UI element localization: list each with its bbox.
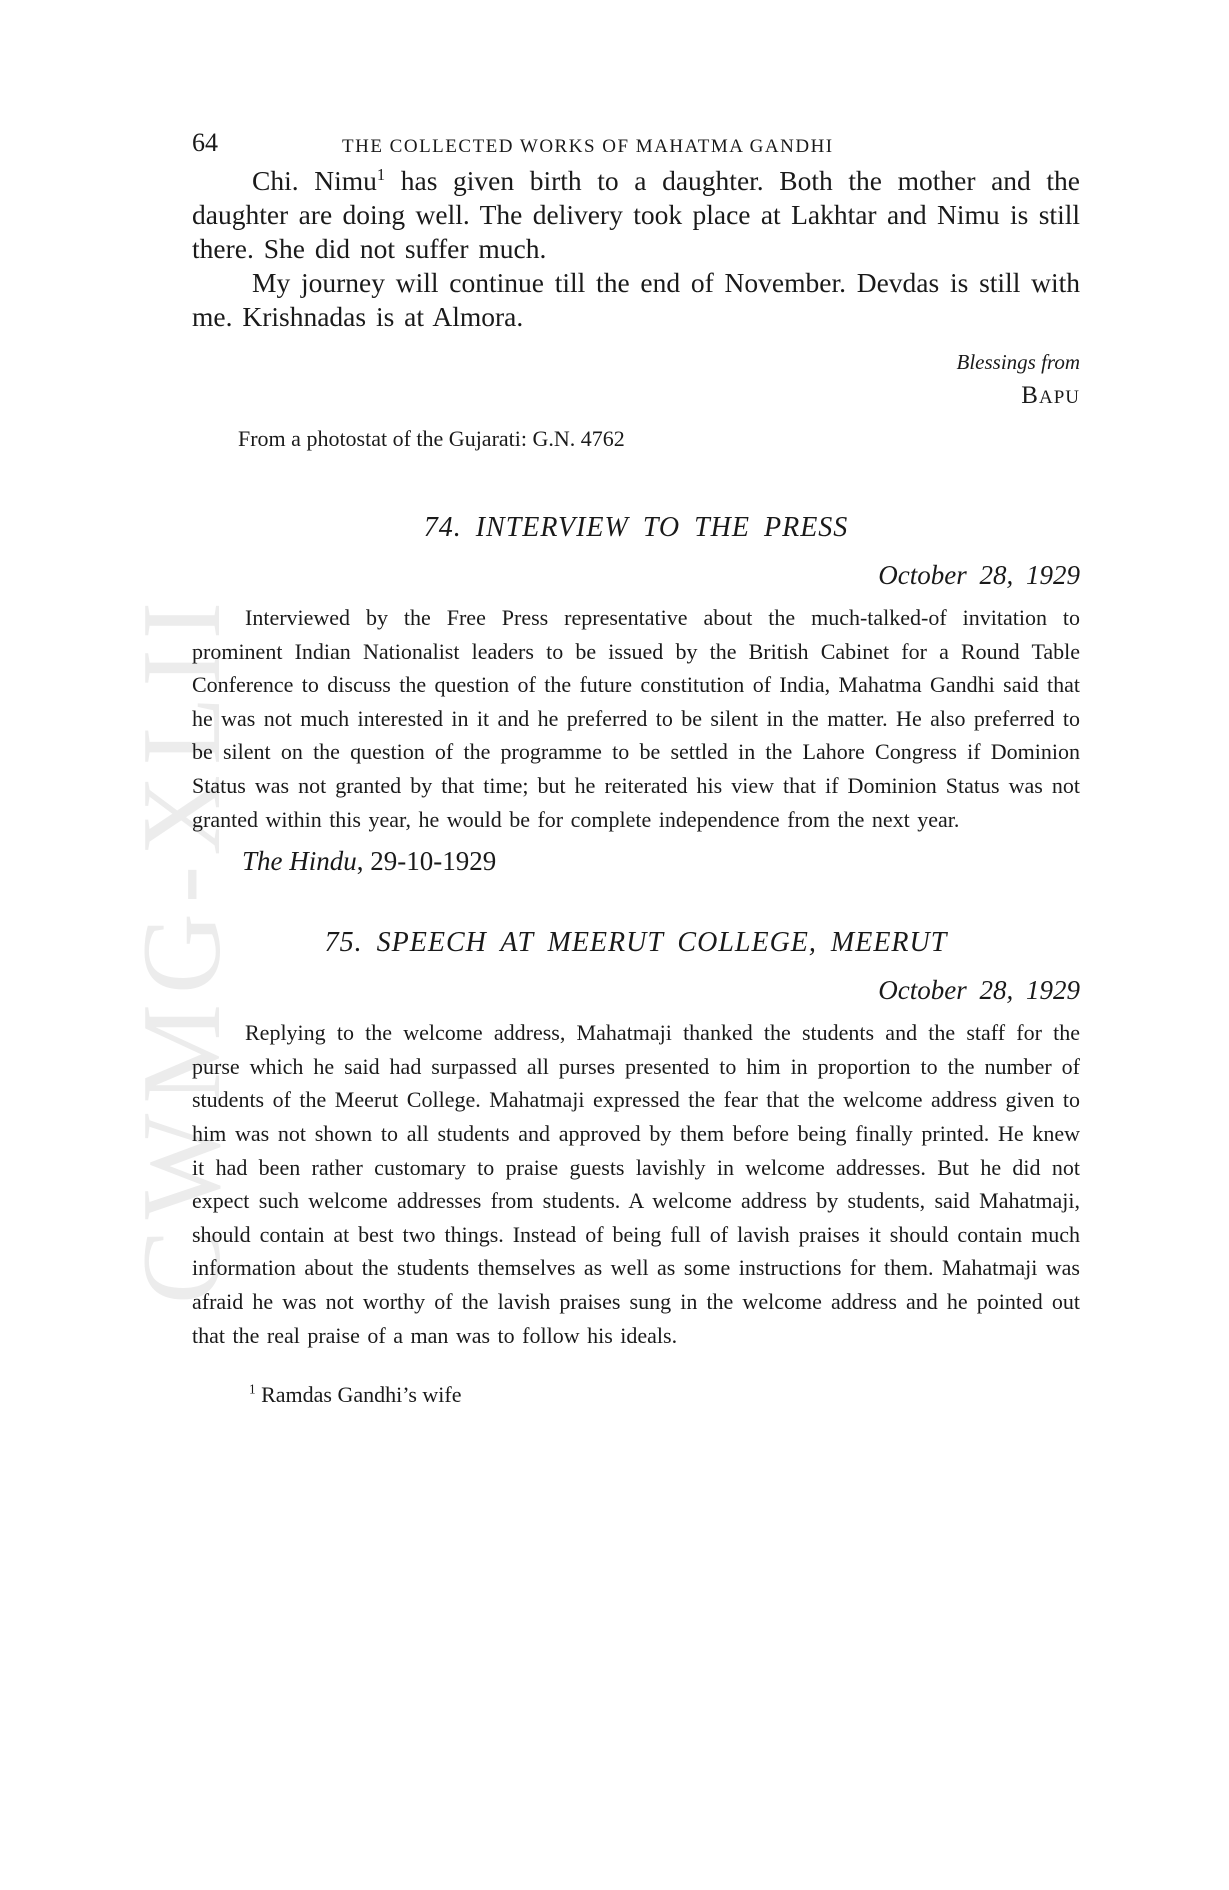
footnote-text: Ramdas Gandhi’s wife: [255, 1382, 462, 1408]
page-number: 64: [192, 128, 218, 157]
section-75-heading: 75. SPEECH AT MEERUT COLLEGE, MEERUT: [324, 927, 948, 959]
letter-paragraph-1-start: Chi. Nimu: [252, 165, 377, 196]
section-74: [192, 512, 1080, 877]
watermark-text: CWMG-XLII: [120, 591, 244, 1305]
footnote-marker: 1: [249, 1381, 256, 1397]
section-75-date: October 28, 1929: [878, 975, 1080, 1006]
section-75-body-text: Replying to the welcome address, Mahatmaji thanked the students and the staff for the purse which he said had surpassed all purses presented to him in proportion to the number of students of the Meerut College. Mahatmaji expressed the fear that the welcome address given to him was not shown to all students and approved by them before being finally printed. He knew it had been rather customary to praise guests lavishly in welcome addresses. But he did not expect such welcome addresses from students. A welcome address by students, said Mahatmaji, should contain at best two things. Instead of being full of lavish praises it should contain much information about the students themselves as well as some instructions for them. Mahatmaji was afraid he was not worthy of the lavish praises sung in the welcome address and he pointed out that the real praise of a man was to follow his ideals.: [192, 1020, 1080, 1348]
letter-paragraph-2: My journey will continue till the end of November. Devdas is still with me. Krishnadas is at Almora.: [192, 267, 1080, 332]
letter-source: From a photostat of the Gujarati: G.N. 4762: [238, 426, 625, 451]
letter: [192, 164, 1080, 452]
section-74-heading: 74. INTERVIEW TO THE PRESS: [423, 512, 849, 543]
letter-signature-block: [192, 346, 1080, 416]
section-74-date: October 28, 1929: [878, 560, 1080, 590]
section-74-citation: [192, 846, 1080, 877]
section-74-body-text: Interviewed by the Free Press representative about the much-talked-of invitation to prominent Indian Nationalist leaders to be issued by the British Cabinet for a Round Table Conference to discuss the question of the future constitution of India, Mahatma Gandhi said that he was not much interested in it and he preferred to be silent in the matter. He also preferred to be silent on the question of the programme to be settled in the Lahore Congress if Dominion Status was not granted by that time; but he reiterated his view that if Dominion Status was not granted within this year, he would be for complete independence from the next year.: [192, 605, 1080, 832]
letter-paragraph-1: [192, 164, 1080, 266]
signature-rest: APU: [1038, 387, 1080, 408]
page: [192, 128, 1080, 1408]
section-75-body: [192, 1016, 1080, 1352]
citation-date: , 29-10-1929: [356, 846, 497, 877]
letter-paragraph-1-rest: has given birth to a daughter. Both the mother and the daughter are doing well. The delivery took place at Lakhtar and Nimu is still there. She did not suffer much.: [192, 165, 1081, 264]
section-74-body: [192, 601, 1080, 836]
citation-source: The Hindu: [242, 846, 357, 877]
footnote-reference: 1: [376, 164, 386, 184]
running-title: THE COLLECTED WORKS OF MAHATMA GANDHI: [342, 136, 834, 157]
section-75: [192, 927, 1080, 1352]
footnote: [192, 1382, 1080, 1408]
running-head: [192, 128, 1080, 164]
signature: [192, 378, 1080, 416]
blessings-line: Blessings from: [956, 350, 1080, 374]
signature-initial: B: [1021, 382, 1039, 409]
